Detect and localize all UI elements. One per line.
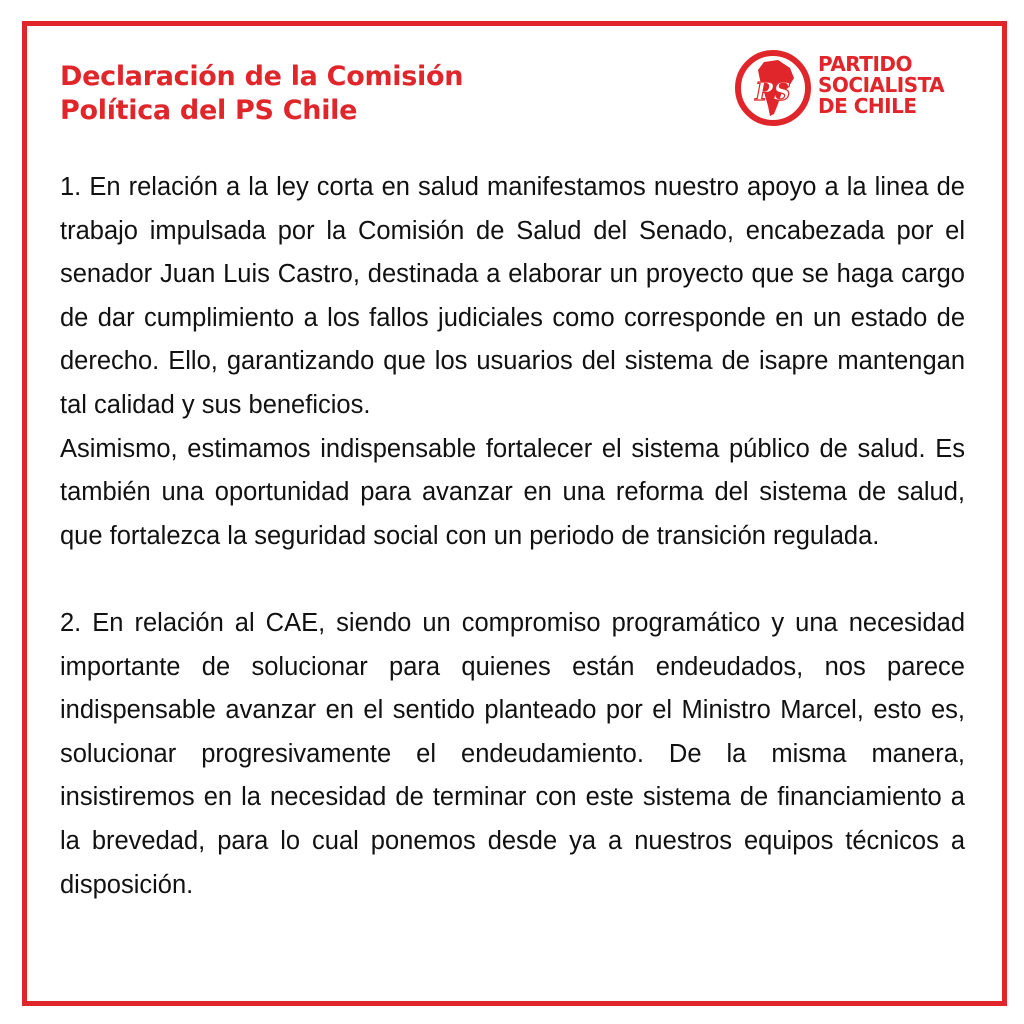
party-logo — [734, 48, 974, 128]
paragraph-3: 2. En relación al CAE, siendo un compromiso programático y una necesidad importante de solucionar para quienes están endeudados, nos parece indispensable avanzar en el sentido planteado por el Ministro Marcel, esto es, solucionar progresivamente el endeudamiento. De la misma manera, insistiremos en la necesidad de terminar con este sistema de financiamiento a la brevedad, para lo cual ponemos desde ya a nuestros equipos técnicos a disposición. — [60, 608, 965, 899]
logo-line-1: PARTIDO — [818, 52, 912, 76]
page-title — [60, 60, 463, 128]
paragraph-2: Asimismo, estimamos indispensable fortalecer el sistema público de salud. Es también una oportunidad para avanzar en una reforma del sistema de salud, que fortalezca la seguridad social con un periodo de transición regulada. — [60, 434, 965, 550]
title-line-1: Declaración de la Comisión — [60, 61, 464, 92]
paragraph-1: 1. En relación a la ley corta en salud manifestamos nuestro apoyo a la linea de trabajo impulsada por la Comisión de Salud del Senado, encabezada por el senador Juan Luis Castro, destinada a elaborar un proyecto que se haga cargo de dar cumplimiento a los fallos judiciales como corresponde en un estado de derecho. Ello, garantizando que los usuarios del sistema de isapre mantengan tal calidad y sus beneficios. — [60, 173, 965, 419]
logo-wordmark — [818, 54, 944, 117]
ps-mark-text: PS — [755, 77, 791, 106]
logo-line-2: SOCIALISTA — [818, 73, 945, 97]
declaration-body — [60, 166, 965, 907]
title-line-2: Política del PS Chile — [60, 95, 358, 126]
logo-line-3: DE CHILE — [818, 94, 917, 118]
ps-emblem-icon — [734, 48, 814, 128]
